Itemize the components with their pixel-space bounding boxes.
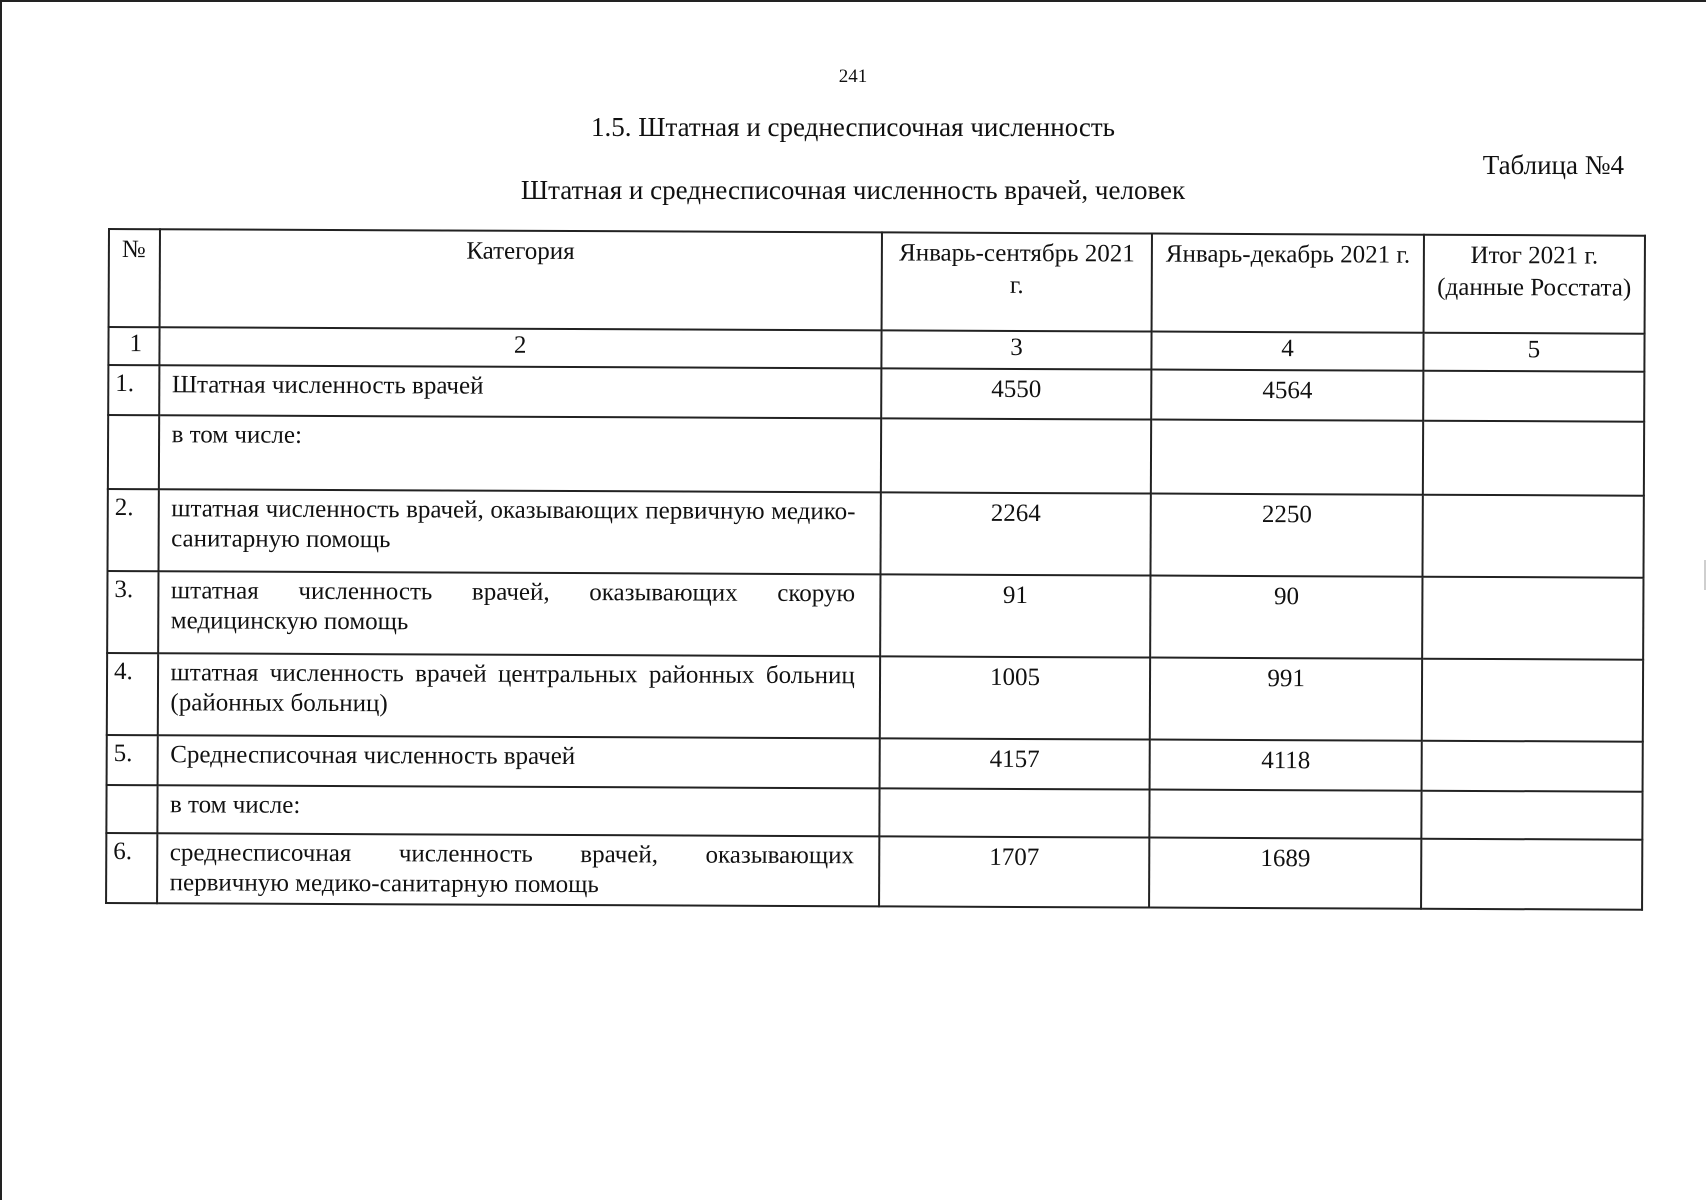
- table-caption: Штатная и среднесписочная численность врачей, человек: [520, 175, 1186, 205]
- table-row: [108, 489, 1644, 578]
- header-category: Категория: [159, 229, 882, 330]
- header-row: [109, 229, 1645, 334]
- row-jan-dec: 2250: [1151, 494, 1423, 577]
- row-total: [1423, 371, 1644, 422]
- row-jan-dec: 991: [1150, 658, 1422, 741]
- table-row: [106, 833, 1642, 910]
- column-index: 1: [108, 327, 159, 365]
- row-number: 1.: [108, 365, 159, 415]
- column-index: 5: [1423, 333, 1644, 372]
- row-category: штатная численность врачей центральных районных больниц (районных больниц): [157, 653, 880, 738]
- column-index-row: [108, 327, 1644, 372]
- table-row: [108, 415, 1644, 496]
- row-jan-sep: 1005: [880, 656, 1151, 739]
- row-number: 6.: [106, 833, 157, 903]
- row-total: [1422, 659, 1643, 742]
- row-category: среднесписочная численность врачей, оказывающих первичную медико-санитарную помощь: [157, 833, 880, 906]
- staffing-table: [105, 228, 1646, 911]
- row-number: [106, 785, 157, 833]
- row-number: [108, 415, 159, 489]
- header-jan-dec: Январь-декабрь 2021 г.: [1152, 234, 1424, 333]
- row-jan-sep: [881, 418, 1152, 493]
- row-number: 2.: [108, 489, 159, 571]
- page-number: 241: [838, 66, 868, 87]
- row-jan-dec: 90: [1150, 576, 1422, 659]
- row-category: Штатная численность врачей: [159, 365, 881, 418]
- row-jan-sep: 4157: [879, 738, 1150, 789]
- row-number: 3.: [107, 571, 158, 653]
- row-category: в том числе:: [157, 785, 879, 836]
- row-category: в том числе:: [158, 415, 881, 492]
- row-jan-dec: [1150, 790, 1422, 839]
- row-number: 4.: [107, 653, 158, 735]
- row-total: [1422, 577, 1643, 660]
- row-jan-sep: 1707: [879, 836, 1150, 907]
- table-row: [106, 785, 1642, 840]
- column-index: 3: [881, 330, 1152, 369]
- table-row: [107, 571, 1643, 660]
- row-jan-sep: [879, 788, 1150, 837]
- row-total: [1421, 839, 1642, 910]
- section-title: 1.5. Штатная и среднесписочная численность: [591, 112, 1115, 142]
- row-jan-sep: 2264: [880, 492, 1151, 575]
- row-jan-sep: 4550: [881, 368, 1152, 419]
- row-total: [1423, 421, 1644, 496]
- row-jan-dec: [1151, 420, 1423, 495]
- row-category: штатная численность врачей, оказывающих скорую медицинскую помощь: [158, 571, 881, 656]
- table-row: [107, 735, 1643, 792]
- row-jan-sep: 91: [880, 574, 1151, 657]
- header-no: №: [109, 229, 160, 327]
- row-category: штатная численность врачей, оказывающих первичную медико-санитарную помощь: [158, 489, 881, 574]
- row-total: [1422, 495, 1643, 578]
- row-total: [1421, 791, 1642, 840]
- table-row: [108, 365, 1644, 422]
- row-category: Среднесписочная численность врачей: [157, 735, 879, 788]
- row-total: [1421, 741, 1642, 792]
- header-jan-sep: Январь-сентябрь 2021 г.: [881, 232, 1152, 331]
- row-jan-dec: 4564: [1151, 370, 1423, 421]
- table-label: Таблица №4: [1482, 150, 1624, 180]
- row-jan-dec: 1689: [1149, 838, 1421, 909]
- row-jan-dec: 4118: [1150, 740, 1422, 791]
- table-row: [107, 653, 1643, 742]
- column-index: 2: [159, 327, 881, 368]
- row-number: 5.: [107, 735, 158, 785]
- header-total: Итог 2021 г. (данные Росстата): [1423, 235, 1645, 334]
- column-index: 4: [1152, 332, 1424, 371]
